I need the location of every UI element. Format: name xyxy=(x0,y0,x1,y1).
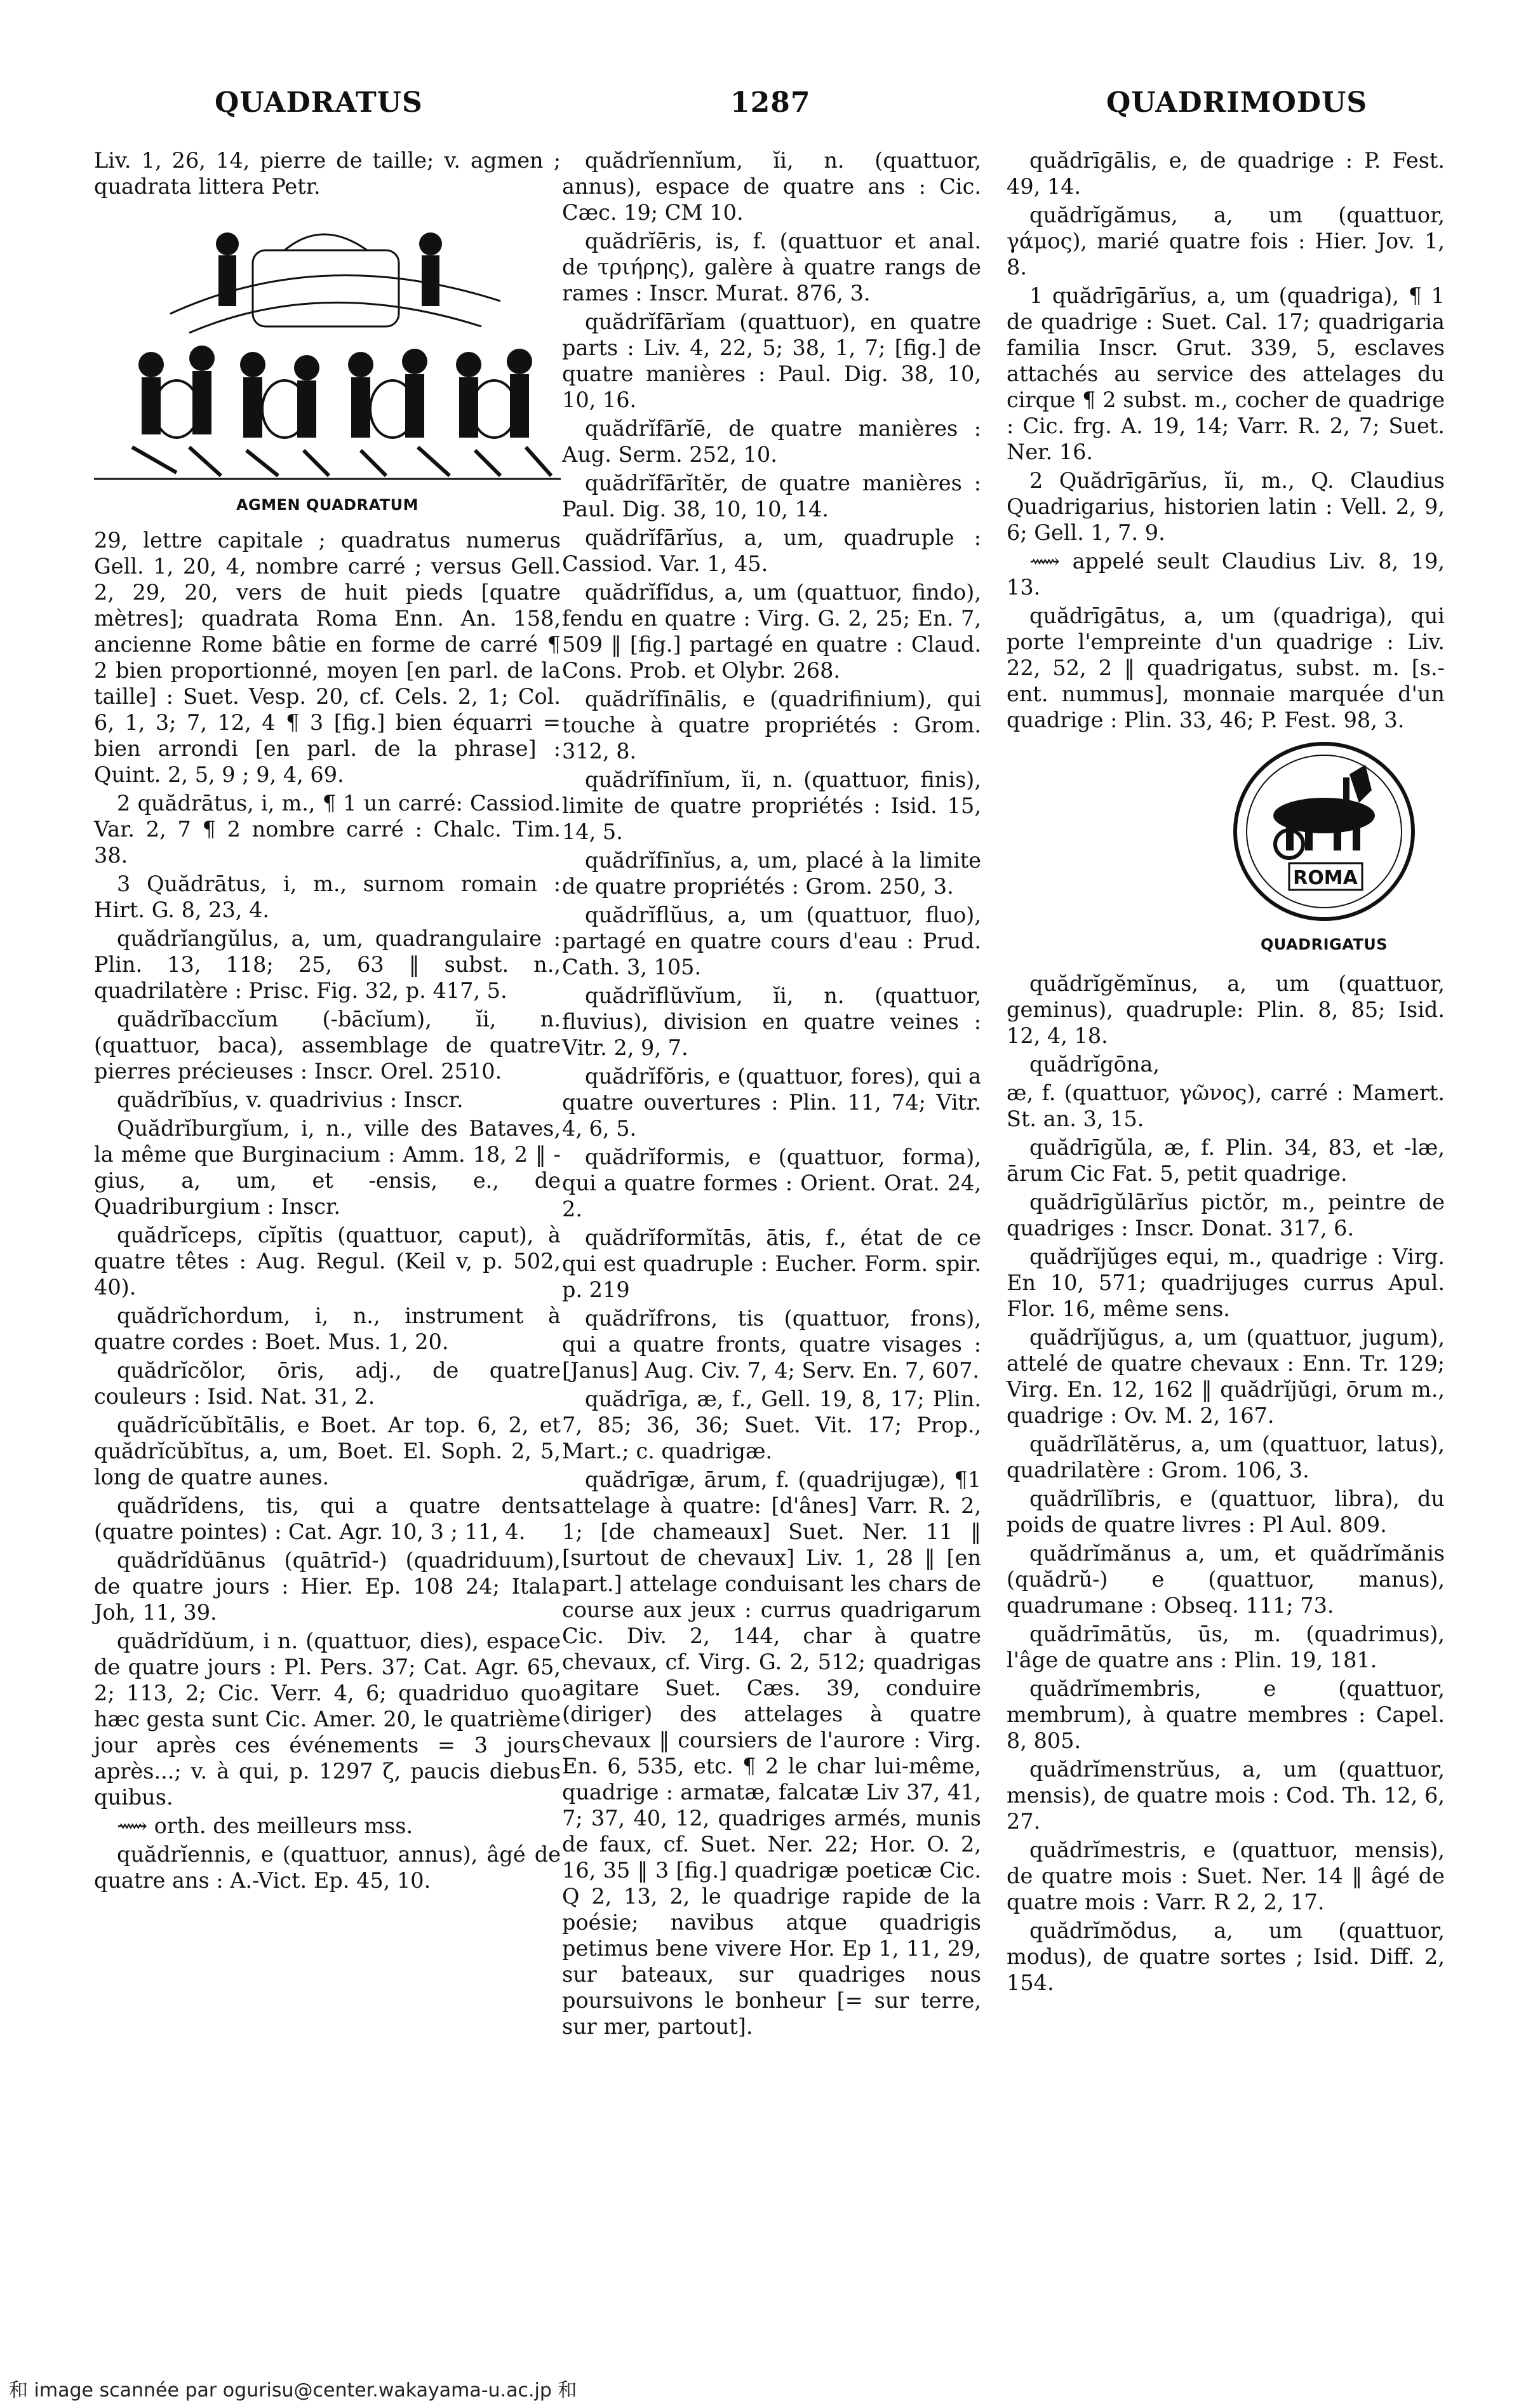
dictionary-entry: quădrĭdens, tis, qui a quatre dents (quatre pointes) : Cat. Agr. 10, 3 ; 11, 4. xyxy=(94,1493,561,1544)
dictionary-entry: quădrĭgĕmĭnus, a, um (quattuor, geminus), quadruple: Plin. 8, 85; Isid. 12, 4, 18. xyxy=(1007,971,1445,1048)
dictionary-entry: quădrĭennĭum, ĭi, n. (quattuor, annus), espace de quatre ans : Cic. Cæc. 19; CM 10. xyxy=(562,148,981,225)
quadrigatus-figure xyxy=(1203,739,1445,967)
coin-inscription: ROMA xyxy=(1293,867,1358,889)
dictionary-entry: quădrĭdŭānus (quātrīd-) (quadriduum), de quatre jours : Hier. Ep. 108 24; Itala Joh, 11, 39. xyxy=(94,1548,561,1625)
dictionary-entry: quădrĭcŭbĭtālis, e Boet. Ar top. 6, 2, et quădrĭcŭbĭtus, a, um, Boet. El. Soph. 2, 5, long de quatre aunes. xyxy=(94,1413,561,1489)
figure-caption-agmen: AGMEN QUADRATUM xyxy=(236,496,419,514)
dictionary-entry: quădrīgŭlārĭus pictŏr, m., peintre de quadriges : Inscr. Donat. 317, 6. xyxy=(1007,1190,1445,1240)
dictionary-entry: quădrĭmenstrŭus, a, um (quattuor, mensis), de quatre mois : Cod. Th. 12, 6, 27. xyxy=(1007,1757,1445,1834)
dictionary-entry: quădrĭfārĭus, a, um, quadruple : Cassiod. Var. 1, 45. xyxy=(562,525,981,576)
scan-credit: 和 image scannée par ogurisu@center.wakayama-u.ac.jp 和 xyxy=(9,2379,577,2402)
dictionary-entry: quădrĭmănus a, um, et quădrĭmănis (quădrŭ-) e (quattuor, manus), quadrumane : Obseq. 111; 73. xyxy=(1007,1541,1445,1618)
dictionary-entry: quădrĭformĭtās, ātis, f., état de ce qui est quadruple : Eucher. Form. spir. p. 219 xyxy=(562,1225,981,1302)
dictionary-entry: quădrĭfrons, tis (quattuor, frons), qui a quatre fronts, quatre visages : [Janus] Aug. Civ. 7, 4; Serv. En. 7, 607. xyxy=(562,1306,981,1383)
dictionary-entry: quădrĭmestris, e (quattuor, mensis), de quatre mois : Suet. Ner. 14 ‖ âgé de quatre mois : Varr. R 2, 2, 17. xyxy=(1007,1838,1445,1914)
quadrigatus-coin-illustration xyxy=(1229,739,1419,924)
dictionary-entry: quădrĭformis, e (quattuor, forma), qui a quatre formes : Orient. Orat. 24, 2. xyxy=(562,1145,981,1221)
dictionary-entry: quădrĭangŭlus, a, um, quadrangulaire : Plin. 13, 118; 25, 63 ‖ subst. n., quadrilatère : Prisc. Fig. 32, p. 417, 5. xyxy=(94,926,561,1003)
entry-continuation: Liv. 1, 26, 14, pierre de taille; v. agmen ; quadrata littera Petr. xyxy=(94,148,561,199)
dictionary-entry: quădrĭlătĕrus, a, um (quattuor, latus), quadrilatère : Grom. 106, 3. xyxy=(1007,1432,1445,1482)
column-1 xyxy=(94,147,561,1896)
dictionary-entry: quădrĭceps, cĭpĭtis (quattuor, caput), à quatre têtes : Aug. Regul. (Keil v, p. 502, 40). xyxy=(94,1223,561,1300)
dictionary-entry: quădrīgŭla, æ, f. Plin. 34, 83, et -læ, ārum Cic Fat. 5, petit quadrige. xyxy=(1007,1135,1445,1186)
dictionary-entry: quădrĭēris, is, f. (quattuor et anal. de τριήρης), galère à quatre rangs de rames : Inscr. Murat. 876, 3. xyxy=(562,229,981,306)
dictionary-entry: Quădrĭburgĭum, i, n., ville des Bataves, la même que Burginacium : Amm. 18, 2 ‖ -gius, a, um, et -ensis, e., de Quadriburgium : Inscr. xyxy=(94,1116,561,1219)
dictionary-entry: quădrĭfīnĭum, ĭi, n. (quattuor, finis), limite de quatre propriétés : Isid. 15, 14, 5. xyxy=(562,767,981,844)
column-3 xyxy=(1007,147,1445,1998)
dictionary-entry: quădrĭjŭges equi, m., quadrige : Virg. En 10, 571; quadrijuges currus Apul. Flor. 16, même sens. xyxy=(1007,1244,1445,1321)
column-2 xyxy=(562,147,981,2042)
dictionary-entry: quădrĭfārĭtĕr, de quatre manières : Paul. Dig. 38, 10, 10, 14. xyxy=(562,471,981,521)
dictionary-entry: æ, f. (quattuor, γῶνος), carré : Mamert. St. an. 3, 15. xyxy=(1007,1080,1445,1131)
dictionary-entry: quădrīga, æ, f., Gell. 19, 8, 17; Plin. 7, 85; 36, 36; Suet. Vit. 17; Prop., Mart.; c. quadrigæ. xyxy=(562,1387,981,1463)
dictionary-entry: quădrĭmembris, e (quattuor, membrum), à quatre membres : Capel. 8, 805. xyxy=(1007,1676,1445,1753)
dictionary-entry: quădrĭchordum, i, n., instrument à quatre cordes : Boet. Mus. 1, 20. xyxy=(94,1303,561,1354)
dictionary-entry: quădrīgālis, e, de quadrige : P. Fest. 49, 14. xyxy=(1007,148,1445,199)
dictionary-entry: 2 quădrātus, i, m., ¶ 1 un carré: Cassiod. Var. 2, 7 ¶ 2 nombre carré : Chalc. Tim. 38. xyxy=(94,791,561,868)
dictionary-entry: quădrĭmŏdus, a, um (quattuor, modus), de quatre sortes ; Isid. Diff. 2, 154. xyxy=(1007,1918,1445,1995)
dictionary-entry: quădrĭlĭbris, e (quattuor, libra), du poids de quatre livres : Pl Aul. 809. xyxy=(1007,1486,1445,1537)
dictionary-entry: quădrĭgămus, a, um (quattuor, γάμος), marié quatre fois : Hier. Jov. 1, 8. xyxy=(1007,203,1445,279)
dictionary-entry: quădrĭfīnālis, e (quadrifinium), qui touche à quatre propriétés : Grom. 312, 8. xyxy=(562,687,981,763)
dictionary-entry: quădrĭbĭus, v. quadrivius : Inscr. xyxy=(117,1087,464,1112)
dictionary-entry: quădrĭjŭgus, a, um (quattuor, jugum), attelé de quatre chevaux : Enn. Tr. 129; Virg. En. 12, 162 ‖ quădrĭjŭgi, ōrum m., quadrige : Ov. M. 2, 167. xyxy=(1007,1325,1445,1428)
agmen-quadratum-illustration xyxy=(94,206,561,488)
dictionary-entry: quădrĭflŭus, a, um (quattuor, fluo), partagé en quatre cours d'eau : Prud. Cath. 3, 105. xyxy=(562,903,981,979)
dictionary-entry: 29, lettre capitale ; quadratus numerus Gell. 1, 20, 4, nombre carré ; versus Gell. 2, 29, 20, vers de huit pieds [quatre mètres]; quadrata Roma Enn. An. 158, ancienne Rome bâtie en forme de carré ¶ 2 bien proportionné, moyen [en parl. de la taille] : Suet. Vesp. 20, cf. Cels. 2, 1; Col. 6, 1, 3; 7, 12, 4 ¶ 3 [fig.] bien équarri = bien arrondi [en parl. de la phrase] : Quint. 2, 5, 9 ; 9, 4, 69. xyxy=(94,528,561,787)
dictionary-entry: quădrĭfĭdus, a, um (quattuor, findo), fendu en quatre : Virg. G. 2, 25; En. 7, 509 ‖ [fig.] partagé en quatre : Claud. Cons. Prob. et Olybr. 268. xyxy=(562,580,981,683)
dictionary-entry: quădrĭennis, e (quattuor, annus), âgé de quatre ans : A.-Vict. Ep. 45, 10. xyxy=(94,1842,561,1893)
dictionary-entry: quădrīgæ, ārum, f. (quadrijugæ), ¶1 attelage à quatre: [d'ânes] Varr. R. 2, 1; [de chameaux] Suet. Ner. 11 ‖ [surtout de chevaux] Liv. 1, 28 ‖ [en part.] attelage conduisant les chars de course aux jeux : currus quadrigarum Cic. Div. 2, 144, char à quatre chevaux, cf. Virg. G. 2, 512; quadrigas agitare Suet. Cæs. 39, conduire (diriger) des attelages à quatre chevaux ‖ coursiers de l'aurore : Virg. En. 6, 535, etc. ¶ 2 le char lui-même, quadrige : armatæ, falcatæ Liv 37, 41, 7; 37, 40, 12, quadriges armés, munis de faux, cf. Suet. Ner. 22; Hor. O. 2, 16, 35 ‖ 3 [fig.] quadrigæ poeticæ Cic. Q 2, 13, 2, le quadrige rapide de la poésie; navibus atque quadrigis petimus bene vivere Hor. Ep 1, 11, 29, sur bateaux, sur quadriges nous poursuivons le bonheur [= sur terre, sur mer, partout]. xyxy=(562,1467,981,2039)
dictionary-entry: quădrĭfārĭam (quattuor), en quatre parts : Liv. 4, 22, 5; 38, 1, 7; [fig.] de quatre manières : Paul. Dig. 38, 10, 10, 16. xyxy=(562,309,981,412)
dictionary-entry: quădrīgātus, a, um (quadriga), qui porte l'empreinte d'un quadrige : Liv. 22, 52, 2 ‖ quadrigatus, subst. m. [s.-ent. nummus], monnaie marquée d'un quadrige : Plin. 33, 46; P. Fest. 98, 3. xyxy=(1007,603,1445,732)
dictionary-entry: quădrĭdŭum, i n. (quattuor, dies), espace de quatre jours : Pl. Pers. 37; Cat. Agr. 65, 2; 113, 2; Cic. Verr. 4, 6; quadriduo quo hæc gesta sunt Cic. Amer. 20, le quatrième jour après ces événements = 3 jours après...; v. à qui, p. 1297 ζ, paucis diebus quibus. xyxy=(94,1629,561,1810)
dictionary-note: ⟿ appelé seult Claudius Liv. 8, 19, 13. xyxy=(1007,549,1445,600)
dictionary-entry: 3 Quădrātus, i, m., surnom romain : Hirt. G. 8, 23, 4. xyxy=(94,871,561,922)
page-number: 1287 xyxy=(730,86,811,119)
figure-caption-quadrigatus: QUADRIGATUS xyxy=(1260,936,1388,953)
running-head-left: QUADRATUS xyxy=(215,86,423,119)
dictionary-entry: quădrĭfŏris, e (quattuor, fores), qui a quatre ouvertures : Plin. 11, 74; Vitr. 4, 6, 5. xyxy=(562,1064,981,1141)
dictionary-entry: 1 quădrīgārĭus, a, um (quadriga), ¶ 1 de quadrige : Suet. Cal. 17; quadrigaria familia Inscr. Grut. 339, 5, esclaves attachés au service des attelages du cirque ¶ 2 subst. m., cocher de quadrige : Cic. frg. A. 19, 14; Varr. R. 2, 7; Suet. Ner. 16. xyxy=(1007,283,1445,464)
dictionary-entry: quădrīmātŭs, ūs, m. (quadrimus), l'âge de quatre ans : Plin. 19, 181. xyxy=(1007,1622,1445,1672)
dictionary-note: ⟿ orth. des meilleurs mss. xyxy=(117,1813,413,1838)
dictionary-entry: quădrĭcŏlor, ōris, adj., de quatre couleurs : Isid. Nat. 31, 2. xyxy=(94,1358,561,1409)
dictionary-entry: quădrĭbaccĭum (-bācĭum), ĭi, n. (quattuor, baca), assemblage de quatre pierres précieuses : Inscr. Orel. 2510. xyxy=(94,1007,561,1084)
dictionary-entry: 2 Quădrīgārĭus, ĭi, m., Q. Claudius Quadrigarius, historien latin : Vell. 2, 9, 6; Gell. 1, 7. 9. xyxy=(1007,468,1445,545)
dictionary-entry-head: quădrĭgōna, xyxy=(1029,1052,1160,1077)
dictionary-entry: quădrĭfīnĭus, a, um, placé à la limite de quatre propriétés : Grom. 250, 3. xyxy=(562,848,981,899)
dictionary-entry: quădrĭflŭvĭum, ĭi, n. (quattuor, fluvius), division en quatre veines : Vitr. 2, 9, 7. xyxy=(562,983,981,1060)
dictionary-entry: quădrĭfārĭē, de quatre manières : Aug. Serm. 252, 10. xyxy=(562,416,981,467)
running-head-right: QUADRIMODUS xyxy=(1106,86,1368,119)
